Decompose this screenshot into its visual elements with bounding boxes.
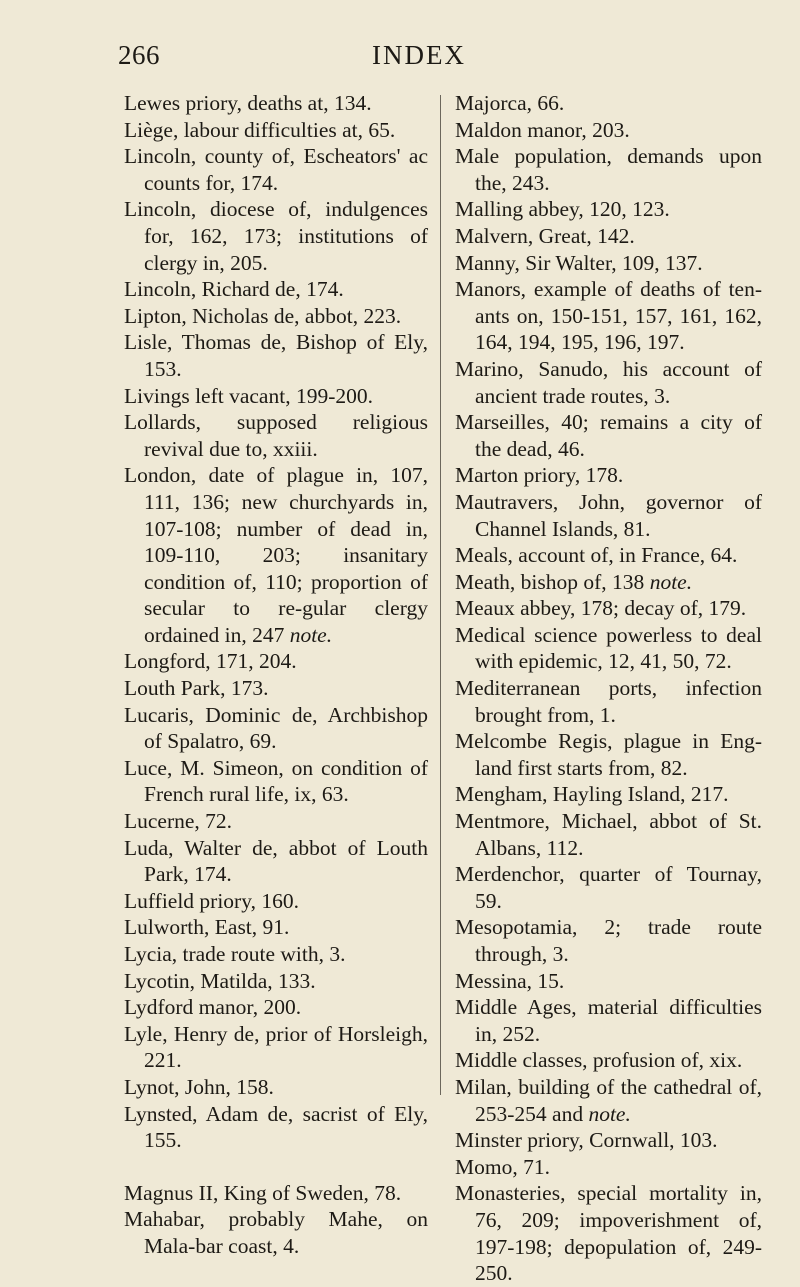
- index-entry: [455, 781, 762, 808]
- index-entry-text: Messina, 15.: [455, 968, 565, 993]
- index-entry: [124, 90, 428, 117]
- index-entry-text: Lollards, supposed religious revival due to, xxiii.: [124, 410, 428, 461]
- index-entry-text: Malling abbey, 120, 123.: [455, 197, 670, 222]
- page-title: INDEX: [372, 40, 466, 70]
- index-entry-text: Louth Park, 173.: [124, 676, 269, 701]
- index-entry-text: Minster priory, Cornwall, 103.: [455, 1128, 718, 1153]
- index-entry: [455, 196, 762, 223]
- index-entry: [124, 994, 428, 1021]
- index-entry: [455, 462, 762, 489]
- index-entry: [455, 808, 762, 861]
- index-entry: [124, 276, 428, 303]
- index-entry-text: Lyle, Henry de, prior of Horsleigh, 221.: [124, 1021, 428, 1073]
- index-entry: [124, 648, 428, 675]
- index-entry: [124, 941, 428, 968]
- index-entry: [455, 356, 762, 409]
- index-entry: [124, 329, 428, 382]
- index-entry-text: Lincoln, diocese of, indulgences for, 162, 173; institutions of clergy in, 205.: [124, 197, 428, 275]
- index-entry-text: Mentmore, Michael, abbot of St. Albans, 112.: [455, 809, 762, 860]
- index-entry: [124, 1021, 428, 1074]
- index-entry: [124, 1206, 428, 1259]
- index-entry: [124, 835, 428, 888]
- index-entry-text: Majorca, 66.: [455, 91, 565, 115]
- index-entry-text: Maldon manor, 203.: [455, 117, 630, 142]
- index-entry: [124, 1101, 428, 1154]
- index-entry-text: Marseilles, 40; remains a city of the dead, 46.: [455, 410, 762, 461]
- index-entry-text: Lucerne, 72.: [124, 809, 233, 834]
- index-entry-text: Luda, Walter de, abbot of Louth Park, 174.: [124, 835, 428, 887]
- index-entry: [124, 888, 428, 915]
- page-header: [0, 40, 800, 80]
- index-entry-text: Mengham, Hayling Island, 217.: [455, 782, 729, 807]
- index-entry-text: Middle Ages, material difficulties in, 252.: [455, 995, 762, 1046]
- index-entry: [124, 755, 428, 808]
- index-entry-text: Manors, example of deaths of ten-ants on, 150-151, 157, 161, 162, 164, 194, 195, 196, 197.: [455, 277, 762, 355]
- index-entry: [124, 1074, 428, 1101]
- index-entry: [455, 675, 762, 728]
- index-entry-text: Liège, labour difficulties at, 65.: [124, 117, 396, 142]
- index-entry-text: Momo, 71.: [455, 1154, 550, 1179]
- index-entry-text: Melcombe Regis, plague in Eng-land first starts from, 82.: [455, 729, 762, 780]
- index-entry: [455, 914, 762, 967]
- index-entry-text: Male population, demands upon the, 243.: [455, 144, 762, 195]
- index-entry-text: Manny, Sir Walter, 109, 137.: [455, 250, 703, 275]
- section-gap: [124, 1154, 428, 1180]
- index-entry-text: Meath, bishop of, 138: [455, 569, 645, 594]
- index-entry-note: note.: [588, 1101, 631, 1126]
- index-entry: [455, 143, 762, 196]
- index-entry: [124, 702, 428, 755]
- index-entry-text: Mediterranean ports, infection brought from, 1.: [455, 676, 762, 727]
- index-entry: [455, 542, 762, 569]
- index-entry-text: Lynot, John, 158.: [124, 1074, 274, 1099]
- index-entry: [455, 569, 762, 596]
- index-entry-text: Mautravers, John, governor of Channel Islands, 81.: [455, 489, 762, 541]
- index-entry-text: Lewes priory, deaths at, 134.: [124, 91, 372, 115]
- index-entry-note: note.: [289, 622, 333, 647]
- index-entry: [124, 968, 428, 995]
- index-entry: [455, 861, 762, 914]
- index-entry: [455, 489, 762, 542]
- index-entry-note: note.: [649, 569, 693, 594]
- index-entry-text: London, date of plague in, 107, 111, 136; new churchyards in, 107-108; number of dead in, 109-110, 203; insanitary condition of, 110; proportion of secular to re-gular clergy ordained in, 247: [124, 463, 428, 647]
- index-entry-text: Mahabar, probably Mahe, on Mala-bar coast, 4.: [124, 1207, 428, 1258]
- index-entry: [455, 728, 762, 781]
- index-entry-text: Meaux abbey, 178; decay of, 179.: [455, 596, 747, 621]
- column-divider: [440, 95, 441, 1095]
- index-entry-text: Milan, building of the cathedral of, 253-254 and: [455, 1074, 762, 1126]
- index-entry-text: Lipton, Nicholas de, abbot, 223.: [124, 303, 402, 328]
- index-entry-text: Lycotin, Matilda, 133.: [124, 968, 316, 993]
- index-entry: [124, 117, 428, 144]
- index-entry: [124, 675, 428, 702]
- index-entry-text: Marton priory, 178.: [455, 463, 624, 488]
- index-entry-text: Lynsted, Adam de, sacrist of Ely, 155.: [124, 1101, 428, 1153]
- index-entry-text: Meals, account of, in France, 64.: [455, 543, 738, 568]
- index-entry: [124, 409, 428, 462]
- index-entry-text: Lycia, trade route with, 3.: [124, 942, 346, 966]
- index-entry-text: Magnus II, King of Sweden, 78.: [124, 1180, 402, 1205]
- page-number: 266: [118, 40, 160, 70]
- index-entry: [455, 994, 762, 1047]
- index-entry-text: Lulworth, East, 91.: [124, 915, 290, 940]
- index-entry-text: Monasteries, special mortality in, 76, 209; impoverishment of, 197-198; depopulation of, 249-250.: [455, 1181, 762, 1286]
- index-entry: [455, 276, 762, 356]
- index-entry-text: Middle classes, profusion of, xix.: [455, 1048, 743, 1073]
- index-entry: [124, 808, 428, 835]
- index-entry-text: Lisle, Thomas de, Bishop of Ely, 153.: [124, 330, 428, 381]
- index-entry: [455, 1154, 762, 1181]
- index-entry-text: Medical science powerless to deal with epidemic, 12, 41, 50, 72.: [455, 622, 762, 674]
- index-entry-text: Mesopotamia, 2; trade route through, 3.: [455, 915, 762, 966]
- index-entry-text: Lincoln, Richard de, 174.: [124, 277, 344, 302]
- index-column-right: [455, 90, 762, 1287]
- index-entry: [455, 1180, 762, 1286]
- index-entry: [455, 595, 762, 622]
- index-entry: [455, 1047, 762, 1074]
- index-entry: [455, 409, 762, 462]
- index-entry: [124, 196, 428, 276]
- index-entry-text: Merdenchor, quarter of Tournay, 59.: [455, 862, 762, 913]
- index-entry: [124, 462, 428, 648]
- index-entry: [124, 914, 428, 941]
- index-entry-text: Lincoln, county of, Escheators' ac counts for, 174.: [124, 144, 428, 195]
- index-entry-text: Marino, Sanudo, his account of ancient trade routes, 3.: [455, 356, 762, 408]
- index-entry: [124, 143, 428, 196]
- index-entry-text: Lydford manor, 200.: [124, 995, 302, 1020]
- index-entry-text: Lucaris, Dominic de, Archbishop of Spalatro, 69.: [124, 702, 428, 754]
- index-entry-text: Luce, M. Simeon, on condition of French rural life, ix, 63.: [124, 755, 428, 807]
- index-entry: [455, 968, 762, 995]
- index-entry-text: Longford, 171, 204.: [124, 649, 297, 674]
- index-entry: [455, 117, 762, 144]
- index-entry: [124, 1180, 428, 1207]
- index-entry: [455, 250, 762, 277]
- index-entry: [455, 1127, 762, 1154]
- index-entry: [124, 383, 428, 410]
- index-entry: [455, 223, 762, 250]
- index-entry-text: Luffield priory, 160.: [124, 888, 299, 913]
- index-entry: [455, 1074, 762, 1127]
- index-entry-text: Malvern, Great, 142.: [455, 223, 635, 248]
- index-entry: [124, 303, 428, 330]
- index-entry: [455, 90, 762, 117]
- index-entry-text: Livings left vacant, 199-200.: [124, 383, 373, 408]
- index-column-left: [124, 90, 428, 1260]
- index-entry: [455, 622, 762, 675]
